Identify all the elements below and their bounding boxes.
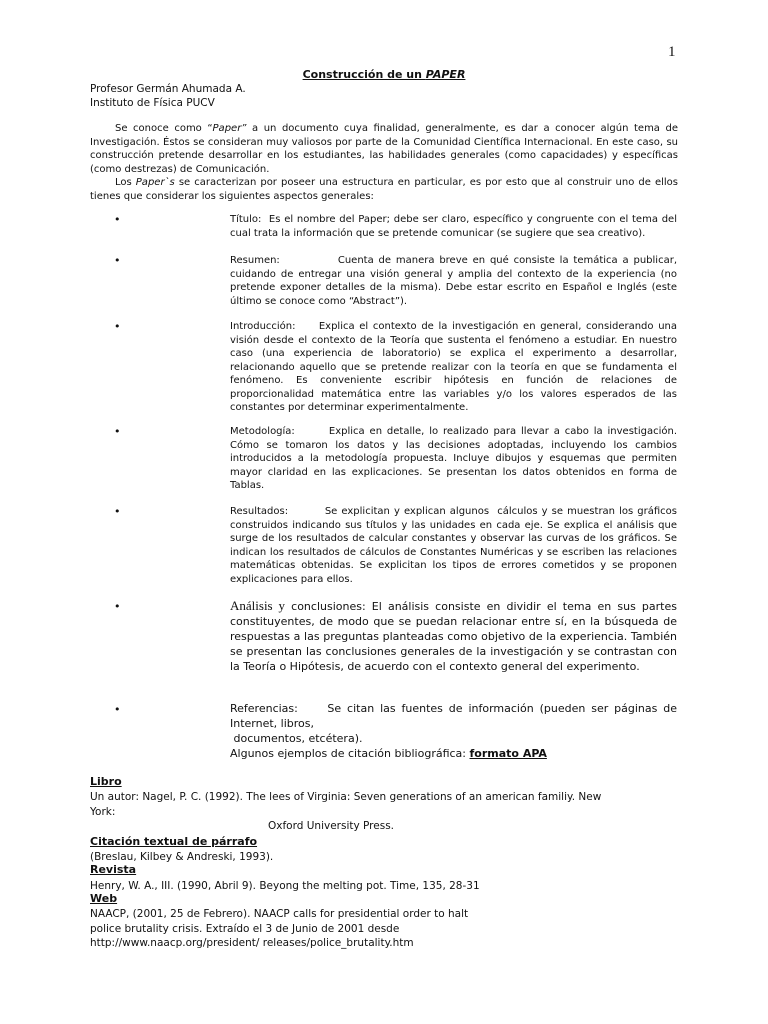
ref-citacion: (Breslau, Kilbey & Andreski, 1993).	[90, 851, 274, 863]
document-title	[0, 68, 768, 81]
title-emphasis: PAPER	[425, 68, 466, 81]
apa-format-label: formato APA	[469, 747, 547, 760]
bullet-analisis: •	[114, 600, 121, 613]
term-titulo: Título:	[230, 214, 262, 225]
web-line-1: NAACP, (2001, 25 de Febrero). NAACP calls for presidential order to halt	[90, 908, 469, 920]
bullet-introduccion: •	[114, 320, 121, 333]
text-referencias: Se citan las fuentes de información (pueden ser páginas de Internet, libros,	[230, 702, 681, 730]
term-resultados: Resultados:	[230, 506, 289, 517]
author-block	[90, 82, 246, 110]
section-introduccion	[230, 320, 681, 415]
section-analisis	[230, 598, 677, 674]
author-institution: Instituto de Física PUCV	[90, 97, 215, 109]
intro-p1-c: a un documento cuya finalidad, generalmente, es dar a conocer algún tema de Investigación. Éstos se consideran muy valiosos por parte de la Comunidad Científica Internacional. En este caso, su construcción pretende desarrollar en los estudiantes, las habilidades generales (como capacidades) y específicas (como destrezas) de Comunicación.	[90, 123, 678, 175]
text-resultados: Se explicitan y explican algunos cálculos y se muestran los gráficos construidos indicando sus títulos y las unidades en cada eje. Se explica el análisis que surge de los resultados de calcular constantes y observar las curvas de los gráficos. Se indican los resultados de cálculos de Constantes Numéricas y se escriben las relaciones matemáticas obtenidas. Se explicitan los tipos de errores cometidos y se proponen explicaciones para ellos.	[230, 506, 681, 585]
term-resumen: Resumen:	[230, 255, 280, 266]
text-analisis: conclusiones: El análisis consiste en dividir el tema en sus partes constituyentes, de modo que se puedan relacionar entre sí, en la búsqueda de respuestas a las preguntas planteadas como objetivo de la experiencia. También se presentan las conclusiones generales de la investigación y se contrastan con la Teoría o Hipótesis, de acuerdo con el contexto general del experimento.	[230, 600, 677, 673]
ref-libro	[90, 790, 690, 834]
text-metodologia: Explica en detalle, lo realizado para llevar a cabo la investigación. Cómo se tomaron los datos y las decisiones adoptadas, incluyendo los cambios introducidos a la metodología propuesta. Incluye dibujos y esquemas que permiten mayor claridad en las explicaciones. Se presentan los datos obtenidos en forma de Tablas.	[230, 426, 681, 491]
bullet-resumen: •	[114, 254, 121, 267]
heading-web: Web	[90, 892, 118, 905]
intro-text	[90, 122, 678, 203]
text-resumen: Cuenta de manera breve en qué consiste la temática a publicar, cuidando de entregar una visión general y amplia del contexto de la experiencia (no pretende exponer detalles de la misma). Debe estar escrito en Español e Inglés (este último se conoce como “Abstract”).	[230, 255, 681, 307]
heading-revista: Revista	[90, 863, 137, 876]
libro-line-3: Oxford University Press.	[268, 820, 395, 832]
heading-citacion: Citación textual de párrafo	[90, 835, 258, 848]
page-number: 1	[668, 44, 676, 60]
libro-line-1: Un autor: Nagel, P. C. (1992). The lees of Virginia: Seven generations of an american familiy. New	[90, 791, 602, 803]
referencias-line-1	[230, 701, 681, 731]
web-line-2: police brutality crisis. Extraído el 3 de Junio de 2001 desde	[90, 922, 400, 935]
section-metodologia	[230, 425, 681, 493]
text-introduccion: Explica el contexto de la investigación en general, considerando una visión desde el contexto de la Teoría que sustenta el fenómeno a estudiar. En nuestro caso (una experiencia de laboratorio) se explica el experimento a desarrollar, relacionando aquello que se pretende realizar con la teoría en que se fundamenta el fenómeno. Es conveniente escribir hipótesis en función de relaciones de proporcionalidad matemática entre las variables y/o los valores esperados de las constantes por determinar experimentalmente.	[230, 321, 681, 413]
referencias-line-3	[230, 746, 677, 761]
term-referencias: Referencias:	[230, 702, 298, 715]
term-analisis: Análisis y	[230, 598, 286, 613]
intro-p1-a: Se conoce como “	[115, 123, 213, 134]
bullet-metodologia: •	[114, 425, 121, 438]
section-resultados	[230, 505, 681, 586]
bullet-resultados: •	[114, 505, 121, 518]
referencias-line-2: documentos, etcétera).	[230, 732, 363, 745]
ref-web	[90, 907, 468, 951]
author-name: Profesor Germán Ahumada A.	[90, 83, 246, 95]
intro-paragraph-1	[90, 122, 678, 176]
text-titulo: Es el nombre del Paper; debe ser claro, específico y congruente con el tema del cual trata la información que se pretende comunicar (se sugiere que sea creativo).	[230, 214, 681, 239]
section-titulo	[230, 213, 681, 240]
section-referencias	[230, 701, 681, 761]
intro-p2-c: se caracterizan por poseer una estructura en particular, es por esto que al construir uno de ellos tienes que considerar los siguientes aspectos generales:	[90, 177, 678, 202]
web-url: http://www.naacp.org/president/ releases/police_brutality.htm	[90, 937, 414, 949]
libro-line-2: York:	[90, 805, 116, 818]
intro-p2-a: Los	[115, 177, 136, 188]
section-resumen	[230, 254, 681, 308]
term-metodologia: Metodología:	[230, 426, 295, 437]
title-prefix: Construcción de un	[302, 68, 426, 81]
heading-libro: Libro	[90, 775, 122, 788]
intro-paragraph-2	[90, 176, 678, 203]
apa-intro: Algunos ejemplos de citación bibliográfica:	[230, 747, 470, 760]
ref-revista: Henry, W. A., III. (1990, Abril 9). Beyong the melting pot. Time, 135, 28-31	[90, 880, 480, 892]
intro-p2-term: Paper`s	[135, 177, 175, 188]
bullet-titulo: •	[114, 213, 121, 226]
term-introduccion: Introducción:	[230, 321, 296, 332]
bullet-referencias: •	[114, 703, 121, 716]
intro-p1-term: Paper”	[212, 123, 247, 134]
